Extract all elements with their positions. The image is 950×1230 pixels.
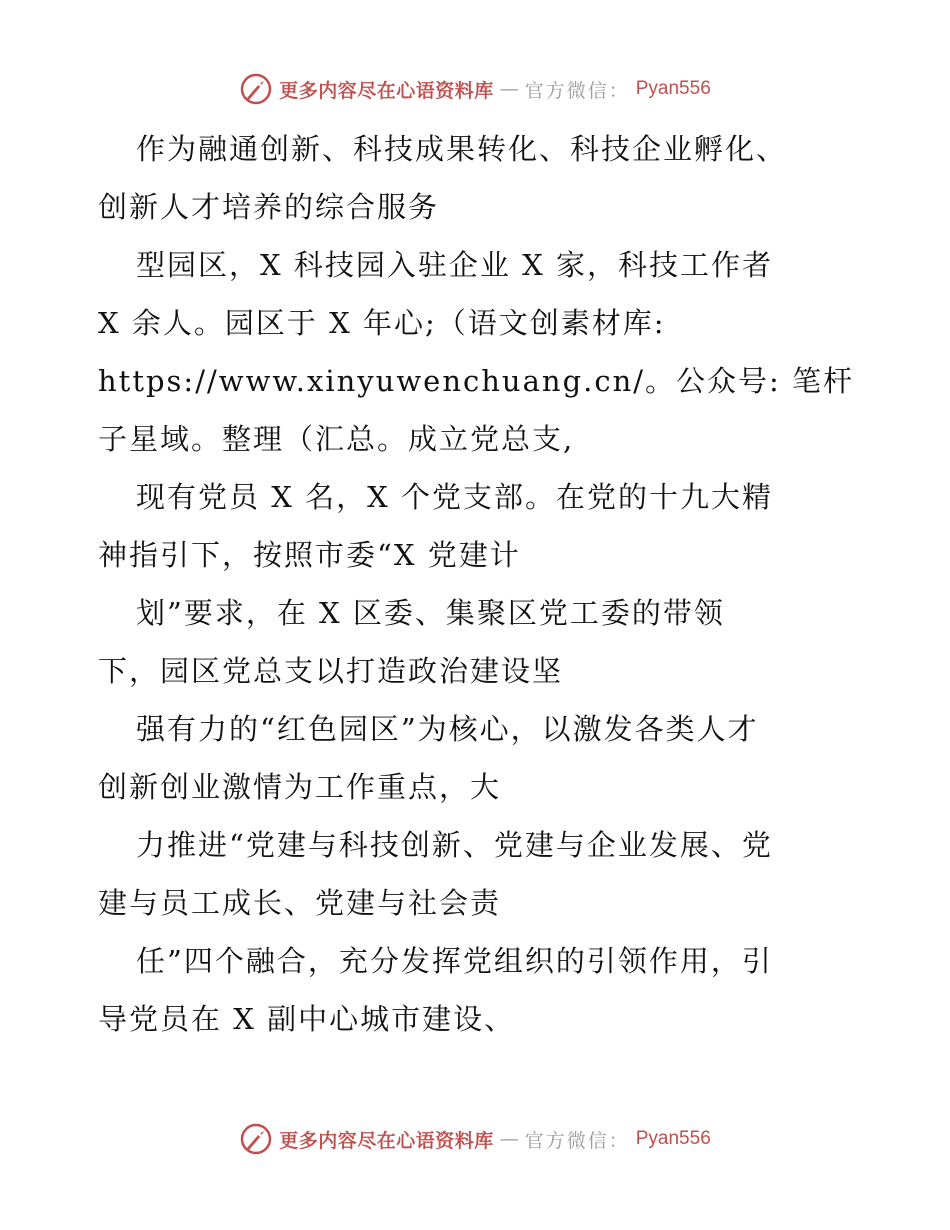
- header-banner: [0, 72, 950, 106]
- banner-main-text: 更多内容尽在心语资料库: [279, 79, 494, 102]
- text-line: 建与员工成长、党建与社会责: [98, 886, 502, 920]
- text-line: 型园区，X 科技园入驻企业 X 家，科技工作者: [136, 248, 773, 282]
- banner-wechat-label: 官方微信：: [524, 79, 630, 102]
- text-line: 子星域。整理（汇总。成立党总支,: [98, 422, 575, 456]
- text-line: https://www.xinyuwenchuang.cn/。公众号: 笔杆: [98, 364, 855, 398]
- banner-wechat-id: Pyan556: [635, 78, 711, 99]
- footer-banner: [0, 1122, 950, 1156]
- text-line: 强有力的“红色园区”为核心，以激发各类人才: [136, 712, 759, 746]
- pen-nib-circle-logo-icon: [239, 1122, 273, 1156]
- text-line: 创新创业激情为工作重点，大: [98, 770, 502, 804]
- text-line: 力推进“党建与科技创新、党建与企业发展、党: [136, 828, 773, 862]
- text-line: 神指引下，按照市委“X 党建计: [98, 538, 521, 572]
- pen-nib-circle-logo-icon: [239, 72, 273, 106]
- banner-wechat-label: 官方微信：: [524, 1129, 630, 1152]
- banner-separator: —: [499, 78, 519, 100]
- text-line: 现有党员 X 名，X 个党支部。在党的十九大精: [136, 480, 773, 514]
- text-line: 下，园区党总支以打造政治建设坚: [98, 654, 564, 688]
- text-line: 任”四个融合，充分发挥党组织的引领作用，引: [136, 944, 773, 978]
- text-line: 划”要求，在 X 区委、集聚区党工委的带领: [136, 596, 725, 630]
- text-line: 作为融通创新、科技成果转化、科技企业孵化、: [136, 132, 788, 166]
- banner-separator: —: [499, 1128, 519, 1150]
- banner-main-text: 更多内容尽在心语资料库: [279, 1129, 494, 1152]
- banner-wechat-id: Pyan556: [635, 1128, 711, 1149]
- text-line: 导党员在 X 副中心城市建设、: [98, 1002, 516, 1036]
- document-body: [98, 120, 858, 1048]
- text-line: X 余人。园区于 X 年心;（语文创素材库:: [98, 306, 666, 340]
- text-line: 创新人才培养的综合服务: [98, 190, 440, 224]
